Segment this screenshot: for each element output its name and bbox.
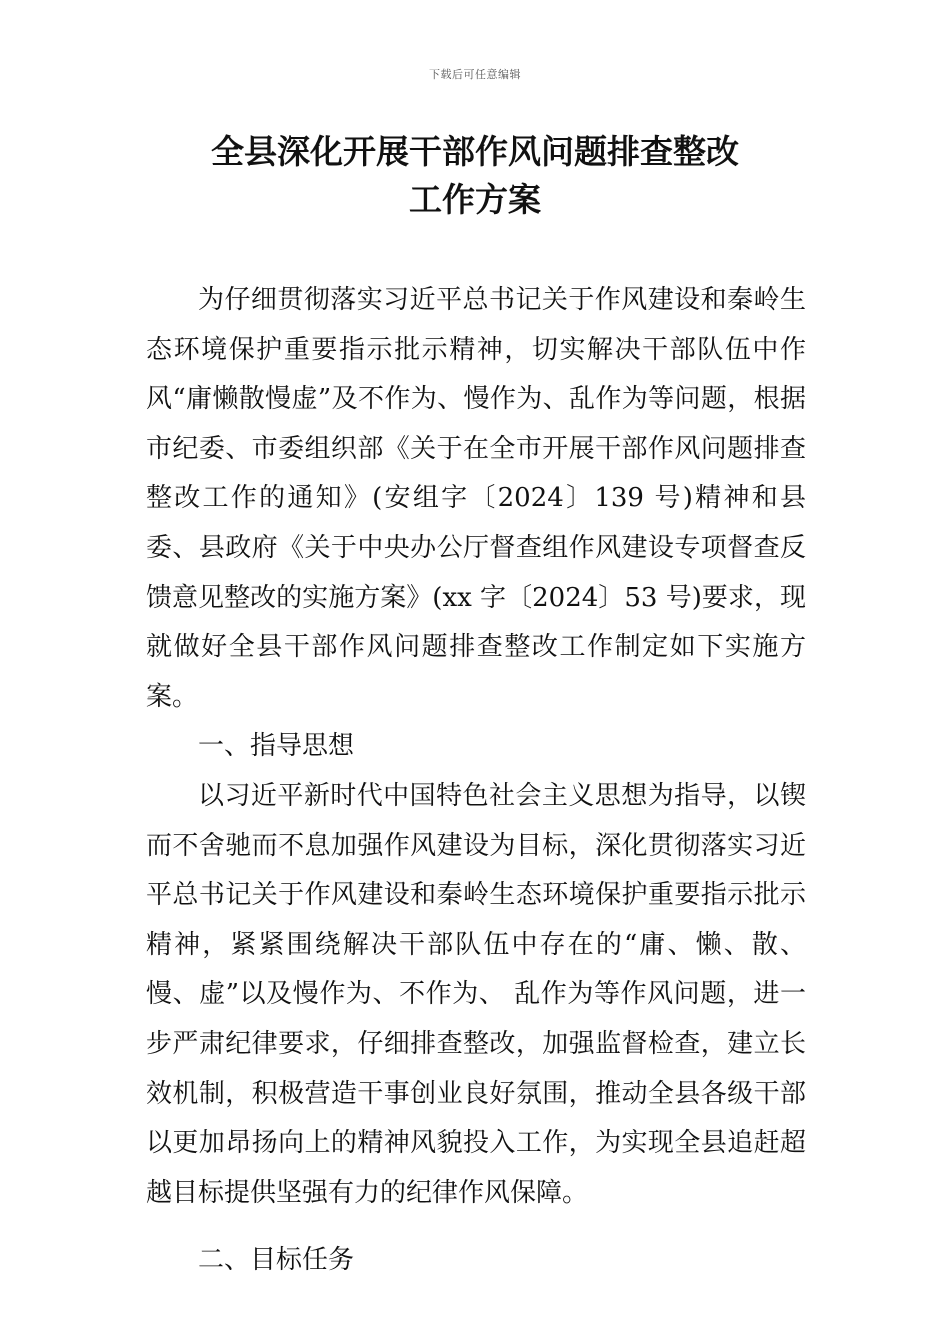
title-line-1: 全县深化开展干部作风问题排查整改 <box>211 132 739 171</box>
document-title <box>0 128 950 224</box>
intro-paragraph: 为仔细贯彻落实习近平总书记关于作风建设和秦岭生态环境保护重要指示批示精神，切实解决干部队伍中作风“庸懒散慢虚”及不作为、慢作为、乱作为等问题，根据市纪委、市委组织部《关于在全市开展干部作风问题排查整改工作的通知》(安组字〔2024〕139 号)精神和县委、县政府《关于中央办公厅督查组作风建设专项督查反馈意见整改的实施方案》(xx 字〔2024〕53 号)要求，现就做好全县干部作风问题排查整改工作制定如下实施方案。 <box>146 285 806 712</box>
title-line-2: 工作方案 <box>409 180 541 219</box>
header-note: 下载后可任意编辑 <box>429 68 521 81</box>
section-heading-1: 一、指导思想 <box>198 731 355 762</box>
document-body <box>146 276 806 1286</box>
section-heading-2: 二、目标任务 <box>198 1245 355 1276</box>
section-1-paragraph: 以习近平新时代中国特色社会主义思想为指导，以锲而不舍驰而不息加强作风建设为目标，深化贯彻落实习近平总书记关于作风建设和秦岭生态环境保护重要指示批示精神，紧紧围绕解决干部队伍中存在的“庸、懒、散、慢、虚”以及慢作为、不作为、 乱作为等作风问题，进一步严肃纪律要求，仔细排查整改，加强监督检查，建立长效机制，积极营造干事创业良好氛围，推动全县各级干部以更加昂扬向上的精神风貌投入工作，为实现全县追赶超越目标提供坚强有力的纪律作风保障。 <box>146 780 806 1208</box>
